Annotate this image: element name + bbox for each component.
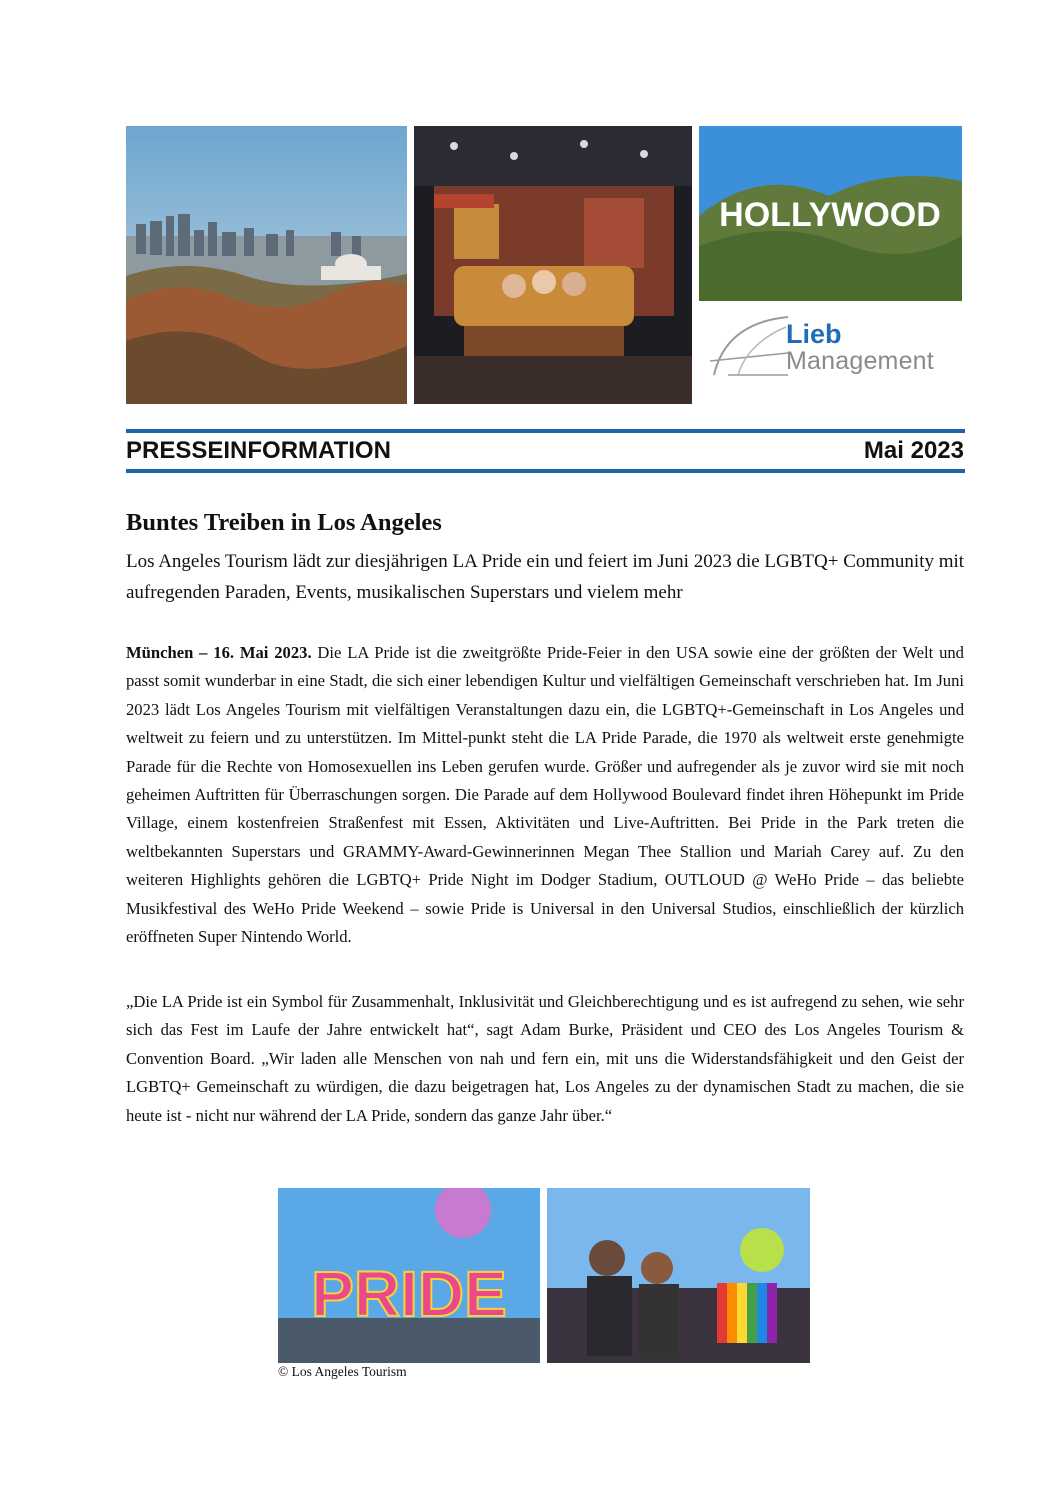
friends-set-photo bbox=[414, 126, 692, 404]
banner-date: Mai 2023 bbox=[863, 437, 964, 464]
pride-parade-participants-photo bbox=[547, 1188, 810, 1363]
banner-title: PRESSEINFORMATION bbox=[126, 437, 391, 464]
logo-text-lieb: Lieb bbox=[786, 319, 842, 349]
body-paragraph-1 bbox=[126, 639, 964, 951]
pride-balloon-letters-photo bbox=[278, 1188, 540, 1363]
logo-text-management: Management bbox=[786, 347, 934, 375]
hollywood-sign-photo bbox=[699, 126, 962, 301]
paragraph-1-text: Die LA Pride ist die zweitgrößte Pride-Feier in den USA sowie eine der größten der Welt und passt somit wunderbar in eine Stadt, die sich einer lebendigen Kultur und vielfältigen Gemeinschaft verschrieben hat. Im Juni 2023 lädt Los Angeles Tourism mit vielfältigen Veranstaltungen dazu ein, die LGBTQ+-Gemeinschaft in Los Angeles und weltweit zu feiern und zu unterstützen. Im Mittel-punkt steht die LA Pride Parade, die 1970 als weltweit erste genehmigte Parade für die Rechte von Homosexuellen ins Leben gerufen wurde. Größer und aufregender als je zuvor wird sie mit noch geheimen Auftritten für Überraschungen sorgen. Die Parade auf dem Hollywood Boulevard findet ihren Höhepunkt im Pride Village, einem kostenfreien Straßenfest mit Essen, Aktivitäten und Live-Auftritten. Bei Pride in the Park treten die weltbekannten Superstars und GRAMMY-Award-Gewinnerinnen Megan Thee Stallion und Mariah Carey auf. Zu den weiteren Highlights gehören die LGBTQ+ Pride Night im Dodger Stadium, OUTLOUD @ WeHo Pride – das beliebte Musikfestival des WeHo Pride Weekend – sowie Pride is Universal in den Universal Studios, einschließlich der kürzlich eröffneten Super Nintendo World. bbox=[126, 643, 964, 947]
dateline: München – 16. Mai 2023. bbox=[126, 643, 312, 662]
subheadline: Los Angeles Tourism lädt zur diesjährigen LA Pride ein und feiert im Juni 2023 die LGBTQ+ Community mit aufregenden Paraden, Events, musikalischen Superstars und vielem mehr bbox=[126, 551, 965, 603]
banner-bottom-rule bbox=[126, 469, 965, 473]
lieb-management-logo bbox=[700, 303, 962, 403]
los-angeles-skyline-photo bbox=[126, 126, 407, 404]
pride-balloon-text: PRIDE bbox=[311, 1258, 507, 1330]
banner-top-rule bbox=[126, 429, 965, 433]
photo-credit: © Los Angeles Tourism bbox=[278, 1364, 407, 1379]
logo-arc-icon bbox=[708, 313, 792, 379]
hollywood-sign-text: HOLLYWOOD bbox=[719, 196, 941, 234]
page-title: Buntes Treiben in Los Angeles bbox=[126, 509, 442, 536]
body-paragraph-2: „Die LA Pride ist ein Symbol für Zusammenhalt, Inklusivität und Gleichberechtigung und es ist aufregend zu sehen, wie sehr sich das Fest im Laufe der Jahre entwickelt hat“, sagt Adam Burke, Präsident und CEO des Los Angeles Tourism & Convention Board. „Wir laden alle Menschen von nah und fern ein, mit uns die Widerstandsfähigkeit und den Geist der LGBTQ+ Gemeinschaft zu würdigen, die dazu beigetragen hat, Los Angeles zu der dynamischen Stadt zu machen, die sie heute ist - nicht nur während der LA Pride, sondern das ganze Jahr über.“ bbox=[126, 992, 964, 1125]
